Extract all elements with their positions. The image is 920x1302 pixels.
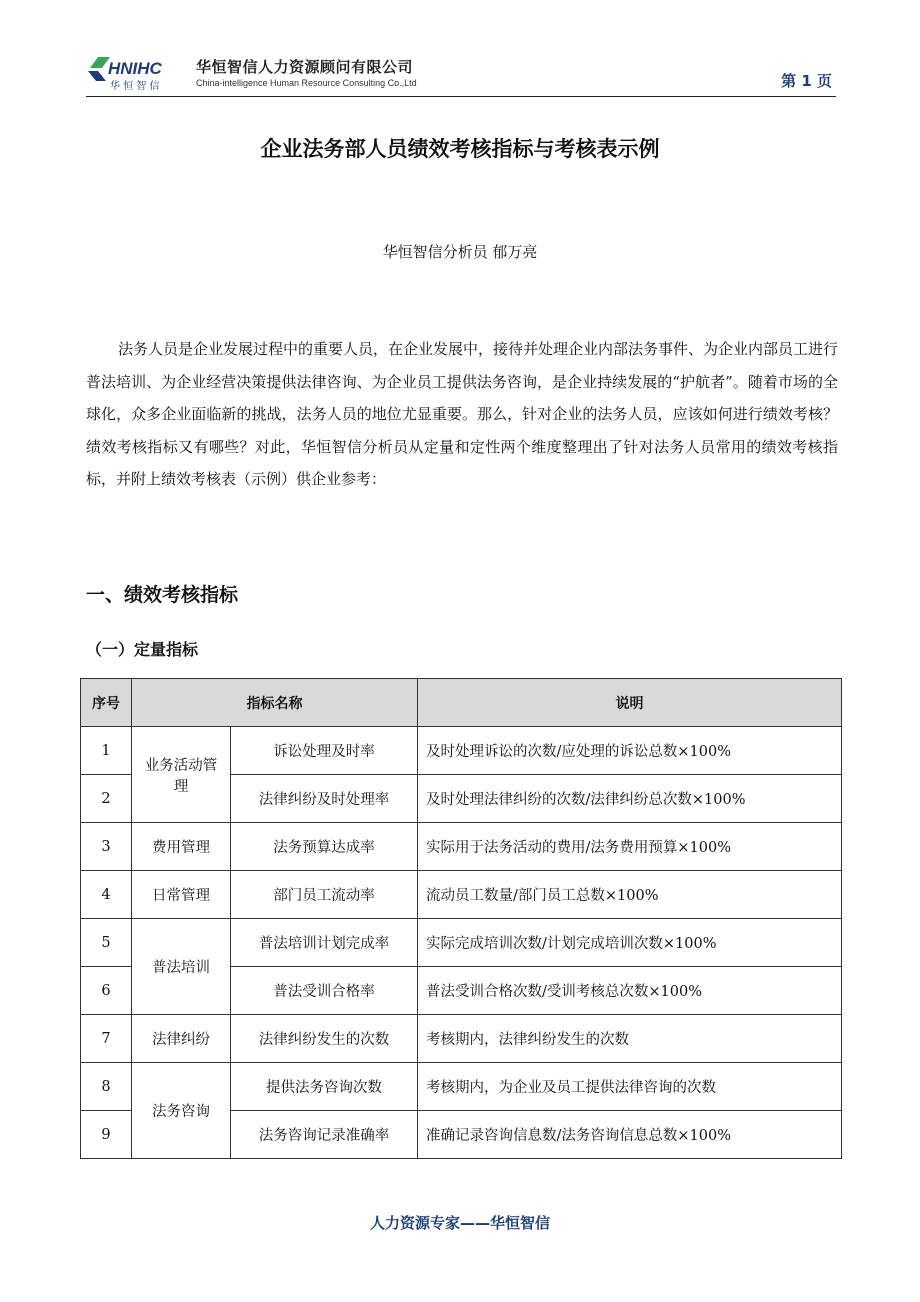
category-cell: 法律纠纷 [132,1015,231,1063]
kpi-table [80,678,842,1159]
table-row [81,1015,842,1063]
category-cell: 费用管理 [132,823,231,871]
indicator-cell: 普法受训合格率 [231,967,418,1015]
category-cell: 法务咨询 [132,1063,231,1159]
category-cell: 日常管理 [132,871,231,919]
description-cell: 考核期内，法律纠纷发生的次数 [418,1015,842,1063]
indicator-cell: 法务预算达成率 [231,823,418,871]
company-name-cn: 华恒智信人力资源顾问有限公司 [196,58,414,76]
indicator-cell: 部门员工流动率 [231,871,418,919]
description-cell: 及时处理法律纠纷的次数/法律纠纷总次数×100% [418,775,842,823]
indicator-cell: 诉讼处理及时率 [231,727,418,775]
company-name-en: China-intelligence Human Resource Consulting Co.,Ltd [196,78,417,88]
description-cell: 及时处理诉讼的次数/应处理的诉讼总数×100% [418,727,842,775]
row-number: 6 [81,967,132,1015]
table-row [81,823,842,871]
description-cell: 实际完成培训次数/计划完成培训次数×100% [418,919,842,967]
indicator-cell: 普法培训计划完成率 [231,919,418,967]
header-indicator-name: 指标名称 [132,679,418,727]
document-title: 企业法务部人员绩效考核指标与考核表示例 [260,137,660,161]
row-number: 9 [81,1111,132,1159]
page-number: 第 1 页 [781,72,832,90]
description-cell: 流动员工数量/部门员工总数×100% [418,871,842,919]
footer-slogan: 人力资源专家——华恒智信 [369,1214,550,1232]
description-cell: 准确记录咨询信息数/法务咨询信息总数×100% [418,1111,842,1159]
logo-text: HNIHC [108,59,162,78]
description-cell: 普法受训合格次数/受训考核总次数×100% [418,967,842,1015]
row-number: 2 [81,775,132,823]
header-no: 序号 [81,679,132,727]
table-row [81,919,842,967]
company-name [196,56,417,88]
indicator-cell: 法务咨询记录准确率 [231,1111,418,1159]
row-number: 1 [81,727,132,775]
section-heading: 一、绩效考核指标 [86,584,239,606]
subsection-heading: （一）定量指标 [86,640,199,659]
indicator-cell: 法律纠纷发生的次数 [231,1015,418,1063]
category-cell: 业务活动管理 [132,727,231,823]
category-cell: 普法培训 [132,919,231,1015]
row-number: 3 [81,823,132,871]
row-number: 5 [81,919,132,967]
intro-paragraph: 法务人员是企业发展过程中的重要人员，在企业发展中，接待并处理企业内部法务事件、为企业内部员工进行普法培训、为企业经营决策提供法律咨询、为企业员工提供法务咨询，是企业持续发展的“护航者”。随着市场的全球化，众多企业面临新的挑战，法务人员的地位尤显重要。那么，针对企业的法务人员，应该如何进行绩效考核？绩效考核指标又有哪些？对此，华恒智信分析员从定量和定性两个维度整理出了针对法务人员常用的绩效考核指标，并附上绩效考核表（示例）供企业参考： [86,340,839,488]
table-row [81,871,842,919]
row-number: 8 [81,1063,132,1111]
indicator-cell: 提供法务咨询次数 [231,1063,418,1111]
row-number: 4 [81,871,132,919]
indicator-cell: 法律纠纷及时处理率 [231,775,418,823]
company-logo [86,54,196,92]
table-row [81,727,842,775]
row-number: 7 [81,1015,132,1063]
logo-subtext: 华 恒 智 信 [110,81,160,92]
table-row [81,1063,842,1111]
table-header-row [81,679,842,727]
description-cell: 实际用于法务活动的费用/法务费用预算×100% [418,823,842,871]
document-author: 华恒智信分析员 郁万亮 [382,243,538,261]
page-header [86,50,836,97]
header-description: 说明 [418,679,842,727]
description-cell: 考核期内，为企业及员工提供法律咨询的次数 [418,1063,842,1111]
